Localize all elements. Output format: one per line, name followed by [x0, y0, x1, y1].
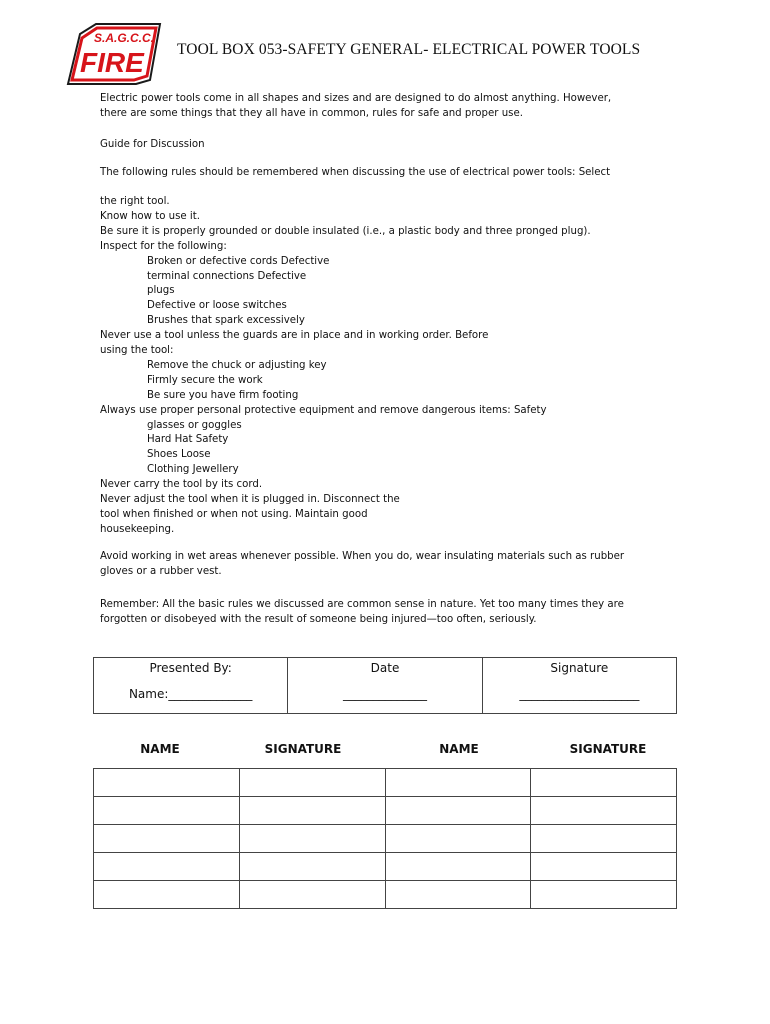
intro-line: there are some things that they all have in common, rules for safe and proper use.	[100, 108, 523, 119]
attendee-signature-header-2: SIGNATURE	[569, 742, 647, 756]
rule-line: housekeeping.	[100, 523, 175, 535]
rule-line: Never use a tool unless the guards are in place and in working order. Before	[100, 330, 489, 342]
attendee-signature-cell[interactable]	[531, 881, 677, 909]
guide-heading: Guide for Discussion	[100, 139, 205, 150]
date-label: Date	[370, 661, 400, 675]
rule-line: terminal connections Defective	[147, 270, 307, 282]
rule-line: Always use proper personal protective equipment and remove dangerous items: Safety	[100, 404, 547, 416]
attendee-signature-cell[interactable]	[531, 769, 677, 797]
presented-by-label: Presented By:	[149, 661, 232, 675]
rule-line: Inspect for the following:	[100, 240, 227, 252]
attendee-name-cell[interactable]	[385, 853, 531, 881]
signature-cell	[482, 658, 676, 714]
rule-line: Be sure you have firm footing	[147, 389, 299, 401]
remember-line: forgotten or disobeyed with the result of someone being injured—too often, seriously.	[100, 614, 537, 625]
attendee-signature-cell[interactable]	[239, 769, 385, 797]
wet-areas-line: Avoid working in wet areas whenever possible. When you do, wear insulating materials such as rubber	[100, 551, 625, 562]
rule-line: tool when finished or when not using. Maintain good	[100, 508, 368, 520]
rules-intro-line: The following rules should be remembered when discussing the use of electrical power tools: Select	[100, 167, 611, 178]
attendee-signature-cell[interactable]	[531, 797, 677, 825]
signature-field[interactable]: ____________________	[519, 687, 640, 701]
table-row	[94, 797, 677, 825]
presented-by-cell	[94, 658, 288, 714]
attendee-name-header-1: NAME	[140, 742, 180, 756]
table-row	[94, 769, 677, 797]
rule-line: Remove the chuck or adjusting key	[147, 359, 327, 371]
table-row	[94, 881, 677, 909]
attendee-signature-cell[interactable]	[239, 797, 385, 825]
wet-areas-line: gloves or a rubber vest.	[100, 566, 222, 577]
rule-line: Never adjust the tool when it is plugged in. Disconnect the	[100, 494, 400, 505]
table-row	[94, 853, 677, 881]
rule-line: Shoes Loose	[147, 449, 211, 461]
attendee-name-cell[interactable]	[94, 797, 240, 825]
rule-line: Never carry the tool by its cord.	[100, 479, 263, 491]
attendee-name-cell[interactable]	[385, 797, 531, 825]
attendee-name-cell[interactable]	[94, 881, 240, 909]
sagcc-fire-logo	[66, 20, 162, 86]
presented-by-table	[93, 657, 677, 714]
attendee-name-cell[interactable]	[94, 853, 240, 881]
rule-line: Know how to use it.	[100, 210, 200, 222]
rule-line: the right tool.	[100, 196, 170, 207]
attendee-name-cell[interactable]	[94, 825, 240, 853]
date-cell	[288, 658, 482, 714]
rule-line: glasses or goggles	[147, 419, 242, 431]
attendee-name-cell[interactable]	[94, 769, 240, 797]
attendee-signature-cell[interactable]	[239, 853, 385, 881]
rule-line: Brushes that spark excessively	[147, 315, 305, 327]
attendee-name-cell[interactable]	[385, 881, 531, 909]
attendee-name-header-2: NAME	[439, 742, 479, 756]
rule-line: Firmly secure the work	[147, 374, 263, 386]
rule-line: Broken or defective cords Defective	[147, 255, 330, 267]
attendee-signature-cell[interactable]	[531, 853, 677, 881]
rule-line: Hard Hat Safety	[147, 434, 229, 446]
rule-line: plugs	[147, 285, 175, 297]
page-title: TOOL BOX 053-SAFETY GENERAL- ELECTRICAL POWER TOOLS	[177, 41, 641, 58]
attendee-signature-table	[93, 768, 677, 909]
rule-line: Defective or loose switches	[147, 300, 287, 312]
intro-line: Electric power tools come in all shapes and sizes and are designed to do almost anything. However,	[100, 93, 612, 104]
attendee-signature-cell[interactable]	[239, 881, 385, 909]
date-field[interactable]: ______________	[342, 687, 427, 701]
rule-line: using the tool:	[100, 345, 174, 356]
attendee-name-cell[interactable]	[385, 825, 531, 853]
table-row	[94, 825, 677, 853]
logo-text-main: FIRE	[80, 47, 144, 78]
remember-line: Remember: All the basic rules we discussed are common sense in nature. Yet too many times they are	[100, 599, 624, 610]
attendee-signature-header-1: SIGNATURE	[264, 742, 342, 756]
logo-text-top: S.A.G.C.C.	[94, 31, 155, 45]
attendee-signature-cell[interactable]	[531, 825, 677, 853]
attendee-name-cell[interactable]	[385, 769, 531, 797]
rule-line: Be sure it is properly grounded or double insulated (i.e., a plastic body and three pronged plug).	[100, 225, 591, 237]
rule-line: Clothing Jewellery	[147, 464, 239, 476]
signature-label: Signature	[550, 661, 609, 675]
presenter-name-field[interactable]: Name:______________	[128, 687, 253, 701]
attendee-signature-cell[interactable]	[239, 825, 385, 853]
